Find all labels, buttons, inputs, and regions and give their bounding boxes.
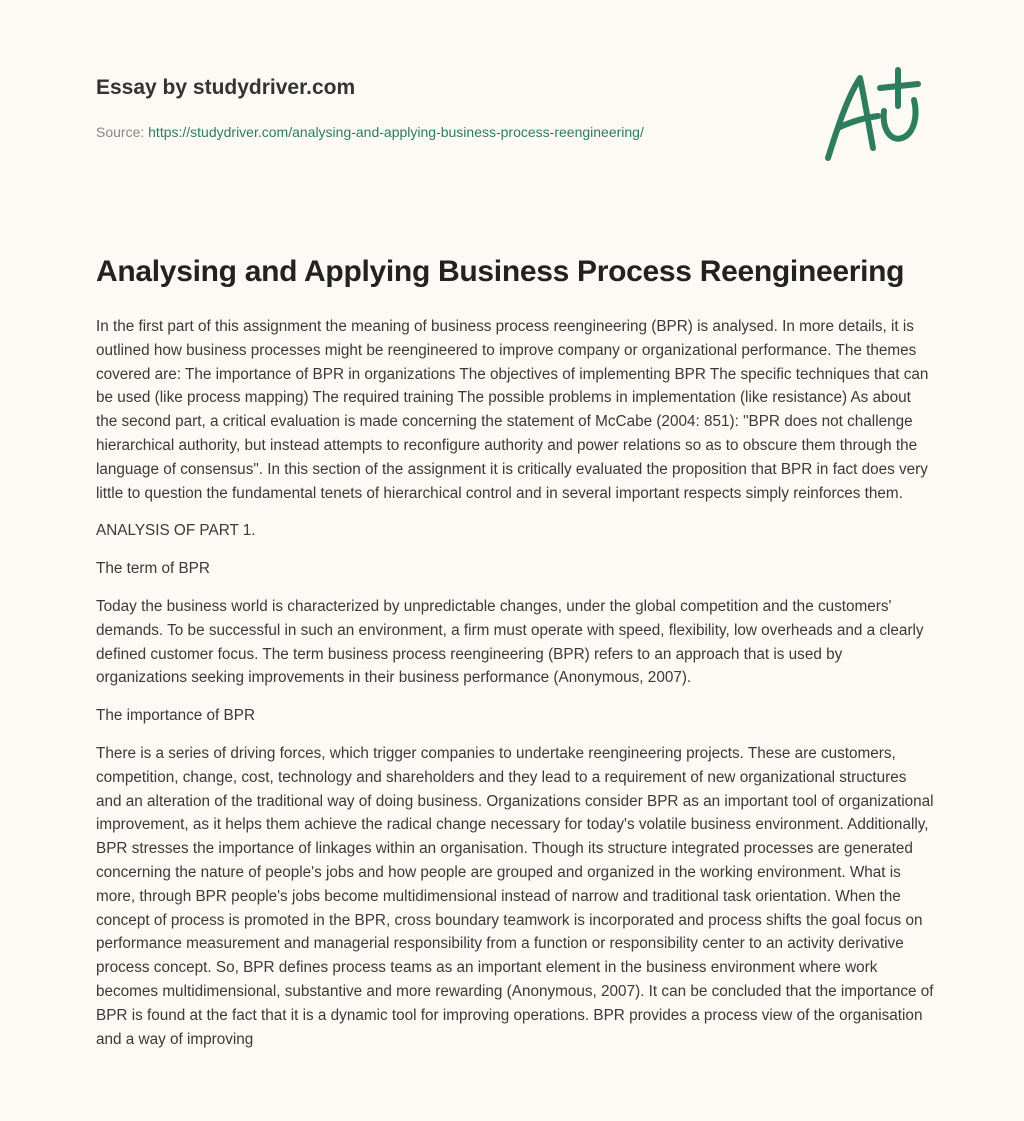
intro-paragraph: In the first part of this assignment the meaning of business process reengineering (BPR) is analysed. In more details, it is outlined how business processes might be reengineered to improve company or organizational performance. The themes covered are: The importance of BPR in organizations The objectives of implementing BPR The specific techniques that can be used (like process mapping) The required training The possible problems in implementation (like resistance) As about the second part, a critical evaluation is made concerning the statement of McCabe (2004: 851): "BPR does not challenge hierarchical authority, but instead attempts to reconfigure authority and power relations so as to obscure them through the language of consensus". In this section of the assignment it is critically evaluated the proposition that BPR in fact does very little to question the fundamental tenets of hierarchical control and in several important respects simply reinforces them. bbox=[96, 318, 929, 502]
section-heading: ANALYSIS OF PART 1. bbox=[96, 522, 256, 540]
paragraph: There is a series of driving forces, which trigger companies to undertake reengineering projects. These are customers, competition, change, cost, technology and shareholders and they lead to a requirement of new organizational structures and an alteration of the traditional way of doing business. Organizations consider BPR as an important tool of organizational improvement, as it helps them achieve the radical change necessary for today's volatile business environment. Additionally, BPR stresses the importance of linkages within an organisation. Though its structure integrated processes are generated concerning the nature of people's jobs and how people are grouped and organized in the working environment. What is more, through BPR people's jobs become multidimensional instead of narrow and traditional task orientation. When the concept of process is promoted in the BPR, cross boundary teamwork is incorporated and process shifts the goal focus on performance measurement and managerial responsibility from a function or responsibility center to an activity derivative process concept. So, BPR defines process teams as an important element in the business environment where work becomes multidimensional, substantive and more rewarding (Anonymous, 2007). It can be concluded that the importance of BPR is found at the fact that it is a dynamic tool for improving operations. BPR provides a process view of the organisation and a way of improving bbox=[96, 744, 934, 1048]
article-title: Analysing and Applying Business Process Reengineering bbox=[96, 255, 905, 288]
site-title: Essay by studydriver.com bbox=[96, 76, 356, 99]
paragraph: Today the business world is characterized by unpredictable changes, under the global competition and the customers' demands. To be successful in such an environment, a firm must operate with speed, flexibility, low overheads and a clearly defined customer focus. The term business process reengineering (BPR) refers to an approach that is used by organizations seeking improvements in their business performance (Anonymous, 2007). bbox=[96, 597, 924, 687]
source-link[interactable]: https://studydriver.com/analysing-and-applying-business-process-reengineering/ bbox=[148, 124, 644, 140]
article-body bbox=[96, 315, 934, 1065]
source-line bbox=[96, 124, 644, 140]
source-label: Source: bbox=[96, 124, 145, 140]
subsection-heading: The term of BPR bbox=[96, 560, 210, 578]
a-plus-logo-icon bbox=[818, 66, 928, 166]
subsection-heading: The importance of BPR bbox=[96, 707, 255, 725]
